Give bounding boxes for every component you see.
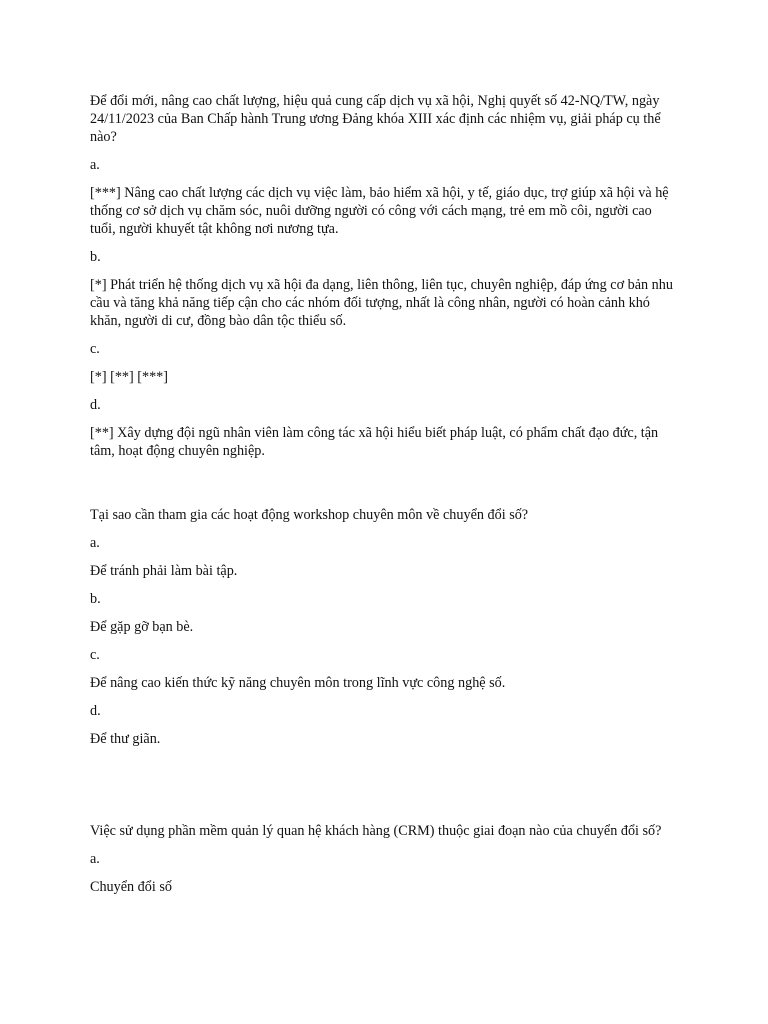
option-text-b[interactable]: [*] Phát triển hệ thống dịch vụ xã hội đa dạng, liên thông, liên tục, chuyên nghiệp, đáp ứng cơ bản nhu cầu và tăng khả năng tiếp cận cho các nhóm đối tượng, nhất là công nhân, người có hoàn cảnh khó khăn, người di cư, đồng bào dân tộc thiểu số. — [90, 277, 673, 329]
option-letter-a[interactable]: a. — [90, 535, 100, 551]
option-text-d[interactable]: [**] Xây dựng đội ngũ nhân viên làm công tác xã hội hiểu biết pháp luật, có phẩm chất đạo đức, tận tâm, hoạt động chuyên nghiệp. — [90, 425, 659, 459]
question-text: Tại sao cần tham gia các hoạt động workshop chuyên môn về chuyển đổi số? — [90, 507, 529, 523]
question-2 — [90, 506, 680, 748]
question-3 — [90, 822, 680, 896]
option-text-a[interactable]: [***] Nâng cao chất lượng các dịch vụ việc làm, bảo hiểm xã hội, y tế, giáo dục, trợ giúp xã hội và hệ thống cơ sở dịch vụ chăm sóc, nuôi dưỡng người có công với cách mạng, trẻ em mồ côi, người cao tuổi, người khuyết tật không nơi nương tựa. — [90, 185, 669, 237]
option-text-b[interactable]: Để gặp gỡ bạn bè. — [90, 619, 194, 635]
question-text: Để đổi mới, nâng cao chất lượng, hiệu quả cung cấp dịch vụ xã hội, Nghị quyết số 42-NQ/TW, ngày 24/11/2023 của Ban Chấp hành Trung ương Đảng khóa XIII xác định các nhiệm vụ, giải pháp cụ thể nào? — [90, 93, 661, 145]
question-1 — [90, 92, 680, 460]
option-text-a[interactable]: Chuyển đổi số — [90, 879, 172, 895]
option-letter-c[interactable]: c. — [90, 341, 100, 357]
option-text-c[interactable]: [*] [**] [***] — [90, 369, 169, 385]
option-letter-d[interactable]: d. — [90, 703, 101, 719]
option-letter-d[interactable]: d. — [90, 397, 101, 413]
option-text-a[interactable]: Để tránh phải làm bài tập. — [90, 563, 238, 579]
option-letter-c[interactable]: c. — [90, 647, 100, 663]
option-letter-a[interactable]: a. — [90, 851, 100, 867]
option-text-c[interactable]: Để nâng cao kiến thức kỹ năng chuyên môn trong lĩnh vực công nghệ số. — [90, 675, 506, 691]
option-letter-a[interactable]: a. — [90, 157, 100, 173]
question-text: Việc sử dụng phần mềm quản lý quan hệ khách hàng (CRM) thuộc giai đoạn nào của chuyển đổi số? — [90, 823, 662, 839]
option-letter-b[interactable]: b. — [90, 249, 101, 265]
option-letter-b[interactable]: b. — [90, 591, 101, 607]
option-text-d[interactable]: Để thư giãn. — [90, 731, 161, 747]
document-page — [90, 92, 680, 906]
